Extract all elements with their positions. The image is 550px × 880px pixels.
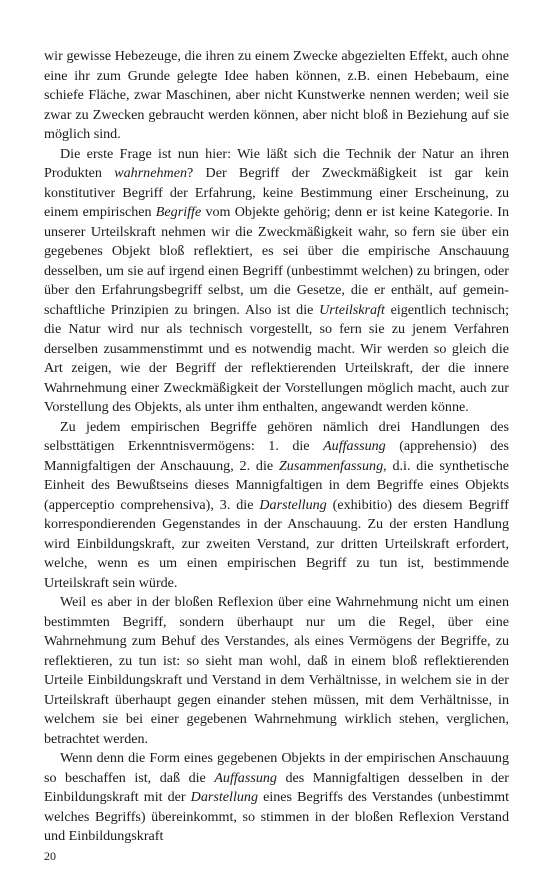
text-run: (apprehensio) des Mannigfaltigen der Anschauung, 2. die [44,438,509,474]
emphasized-text: wahrnehmen [114,165,188,181]
paragraph [44,418,509,594]
paragraph [44,145,509,418]
text-run: wir gewisse Hebezeuge, die ihren zu einem Zwecke abgezielten Effekt, auch ohne eine ihr zum Grunde gelegte Idee haben können, z.B. einen Hebebaum, eine schiefe Fläche, zwar Maschinen, aber nicht Kunstwerke nennen werden; weil sie zwar zu Zwecken gebraucht werden können, aber nicht bloß in Beziehung auf sie möglich sind. [44,48,509,142]
emphasized-text: Auffassung [323,438,386,454]
text-run: eines Begriffs des Verstandes (unbestimmt welches Begriffs) übereinkommt, so stimmen in der bloßen Reflexion Verstand und Einbildungskraft [44,789,509,844]
text-run: (exhibitio) des diesem Begriff korrespondierenden Gegenstandes in der Anschauung. Zu der ersten Handlung wird Einbildungskraft, zur zweiten Verstand, zur dritten Urteilskraft erfordert, welche, wenn es um einen empirischen Begriff zu tun ist, bestimmende Urteilskraft sein würde. [44,496,509,591]
emphasized-text: Zusammenfassung [278,457,384,474]
emphasized-text: Darstellung [259,496,327,513]
text-run: , d.i. die synthetische Einheit des Bewußtseins dieses Mannigfaltigen in dem Begriffe eines Objekts (apperceptio comprehensiva), 3. die [44,457,509,513]
paragraph [44,749,509,847]
text-run: Wenn denn die Form eines gegebenen Objekts in der empirischen Anschauung so beschaffen ist, daß die [44,750,509,786]
emphasized-text: Darstellung [190,789,259,805]
text-run: vom Objekte gehörig; denn er ist keine Kategorie. In unserer Urteilskraft nehmen wir die Zweckmäßigkeit wahr, so fern sie über ein gegebenes Objekt bloß reflektiert, es sei über die empirische Anschauung desselben, um sie auf irgend einen Begriff (unbestimmt welchen) zu bringen, oder über den Erfahrungsbegriff selbst, um die Gesetze, die er enthält, auf gemeinschaftliche Prinzipien zu bringen. Also ist die [44,204,509,318]
text-run: des Mannigfaltigen desselben in der Einbildungskraft mit der [44,769,509,805]
text-run: Die erste Frage ist nun hier: Wie läßt sich die Technik der Natur an ihren Produkten [44,145,509,181]
emphasized-text: Auffassung [214,769,277,786]
text-run: Zu jedem empirischen Begriffe gehören nämlich drei Handlungen des selbsttätigen Erkenntnisvermögens: 1. die [44,418,509,454]
text-run: ? Der Begriff der Zweckmäßigkeit ist gar kein konstitutiver Begriff der Erfahrung, keine Bestimmung einer Erscheinung, zu einem empirischen [44,165,509,220]
paragraph [44,47,509,145]
text-run: Weil es aber in der bloßen Reflexion über eine Wahrnehmung nicht um einen bestimmten Begriff, sondern überhaupt nur um die Regel, über eine Wahrnehmung zum Behuf des Verstandes, als eines Vermögens der Begriffe, zu reflektieren, zu tun ist: so sieht man wohl, daß in einem bloß reflektierenden Urteile Einbildungskraft und Verstand in dem Verhältnisse, in welchem sie in der Urteilskraft überhaupt gegen einander stehen müssen, mit dem Verhältnisse, in welchem sie bei einer gegebenen Wahrnehmung wirklich stehen, verglichen, betrachtet werden. [44,594,509,747]
paragraph [44,593,509,749]
page-number: 20 [44,849,56,863]
body-text [44,47,509,847]
text-run: eigentlich technisch; die Natur wird nur als technisch vorgestellt, so fern sie zu jenem Verfahren derselben zusammenstimmt und es notwendig macht. Wir werden so gleich die Art zeigen, wie der Begriff der reflektierenden Urteilskraft, der die innere Wahrnehmung einer Zweckmäßigkeit der Vorstellungen möglich macht, auch zur Vorstellung des Objekts, als unter ihm enthalten, angewandt werden könne. [44,301,509,415]
emphasized-text: Urteilskraft [319,301,385,318]
emphasized-text: Begriffe [155,204,202,220]
